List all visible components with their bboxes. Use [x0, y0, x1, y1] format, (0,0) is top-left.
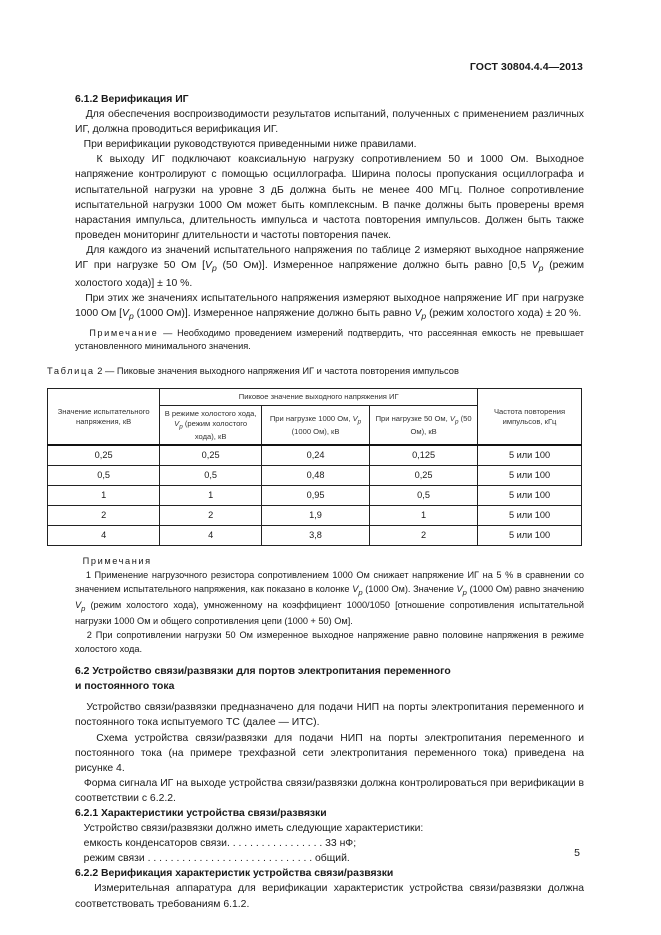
paragraph: Для каждого из значений испытательного напряжения по таблице 2 измеряют выходное напряжение ИГ при нагрузке 50 Ом [$V_p$ (50 Ом)]. Измеренное напряжение должно быть равно [0,5 $V_p$ (режим холостого хода)] ± 10 %.	[75, 244, 584, 290]
paragraph: При этих же значениях испытательного напряжения измеряют выходное напряжение ИГ при нагрузке 1000 Ом [$V_p$ (1000 Ом)]. Измеренное напряжение должно быть равно $V_p$ (режим холостого хода) ± 20 %.	[75, 293, 584, 322]
paragraph: Форма сигнала ИГ на выходе устройства связи/развязки должна контролироваться при верификации в соответствии с 6.2.2.	[75, 777, 584, 804]
section-6-1-2-heading: 6.1.2 Верификация ИГ	[75, 94, 189, 105]
list-item: емкость конденсаторов связи. . . . . . . . . . . . . . . . . 33 нФ;	[83, 838, 357, 850]
list-item: режим связи . . . . . . . . . . . . . . . . . . . . . . . . . . . . . общий.	[83, 853, 350, 865]
paragraph: Устройство связи/развязки должно иметь следующие характеристики:	[83, 823, 424, 835]
table-row: 0,25 0,25 0,24 0,125 5 или 100	[48, 445, 582, 466]
section-6-2-2-heading: 6.2.2 Верификация характеристик устройства связи/развязки	[75, 868, 394, 880]
col-group-peak: Пиковое значение выходного напряжения ИГ	[160, 388, 478, 405]
col-test-voltage: Значение испытательного напряжения, кВ	[48, 388, 160, 445]
notes-label: Примечания	[82, 556, 152, 567]
note-1: 1 Применение нагрузочного резистора сопротивлением 1000 Ом снижает напряжение ИГ на 5 % в сравнении со значением испытательного напряжения, как показано в колонке $V_p$ (1000 Ом). Значение $V_p$ (1000 Ом) равно значению $V_p$ (режим холостого хода), умноженному на коэффициент 1000/1050 [отношение сопротивления испытательной нагрузки 1000 Ом и общего сопротивления цепи (1000 + 50) Ом].	[75, 569, 585, 627]
section-6-2-1-heading: 6.2.1 Характеристики устройства связи/развязки	[75, 808, 327, 819]
table-caption: Таблица 2 — Пиковые значения выходного напряжения ИГ и частота повторения импульсов	[47, 365, 459, 376]
paragraph: К выходу ИГ подключают коаксиальную нагрузку сопротивлением 50 и 1000 Ом. Выходное напряжение контролируют с помощью осциллографа. Ширина полосы пропускания осциллографа и испытательной нагрузки на уровне 3 дБ должна быть не менее 400 МГц. Полное сопротивление испытательной нагрузки 1000 Ом может быть комплексным. В пачке должны быть проверены время нарастания импульса, длительность импульса и частота повторения импульсов. Должен быть также проведен мониторинг длительности и частоты повторения пачек.	[75, 154, 584, 241]
table-row: 4 4 3,8 2 5 или 100	[48, 526, 582, 546]
paragraph: При верификации руководствуются приведенными ниже правилами.	[83, 139, 417, 151]
col-1000-ohm: При нагрузке 1000 Ом, $V_p$ (1000 Ом), кВ	[262, 405, 370, 445]
col-frequency: Частота повторения импульсов, кГц	[478, 388, 582, 445]
col-50-ohm: При нагрузке 50 Ом, $V_p$ (50 Ом), кВ	[370, 405, 478, 445]
page-content	[47, 92, 585, 912]
table-row: 1 1 0,95 0,5 5 или 100	[48, 486, 582, 506]
paragraph: Схема устройства связи/развязки для подачи НИП на порты электропитания переменного и постоянного тока (на примере трехфазной сети электропитания переменного тока) приведена на рисунке 4.	[75, 732, 584, 774]
note-2: 2 При сопротивлении нагрузки 50 Ом измеренное выходное напряжение равно половине напряжения в режиме холостого хода.	[75, 629, 584, 654]
paragraph: Устройство связи/развязки предназначено для подачи НИП на порты электропитания переменного и постоянного тока испытуемого ТС (далее — ИТС).	[75, 702, 584, 729]
section-note: Примечание — Необходимо проведением измерений подтвердить, что рассеянная емкость не превышает установленного минимального значения.	[75, 327, 584, 352]
table-row: 0,5 0,5 0,48 0,25 5 или 100	[48, 466, 582, 486]
peak-voltage-table	[47, 388, 582, 547]
table-notes	[75, 555, 584, 656]
paragraph: Для обеспечения воспроизводимости результатов испытаний, полученных с применением различных ИГ, должна проводиться верификация ИГ.	[75, 109, 584, 136]
page-number: 5	[574, 847, 580, 859]
section-6-2-heading: 6.2 Устройство связи/развязки для портов электропитания переменного и постоянного тока	[75, 666, 451, 693]
document-id: ГОСТ 30804.4.4—2013	[469, 61, 583, 73]
paragraph: Измерительная аппаратура для верификации характеристик устройства связи/развязки должна соответствовать требованиям 6.1.2.	[75, 883, 584, 910]
table-row: 2 2 1,9 1 5 или 100	[48, 506, 582, 526]
col-open-circuit: В режиме холостого хода, $V_p$ (режим холостого хода), кВ	[160, 405, 262, 445]
